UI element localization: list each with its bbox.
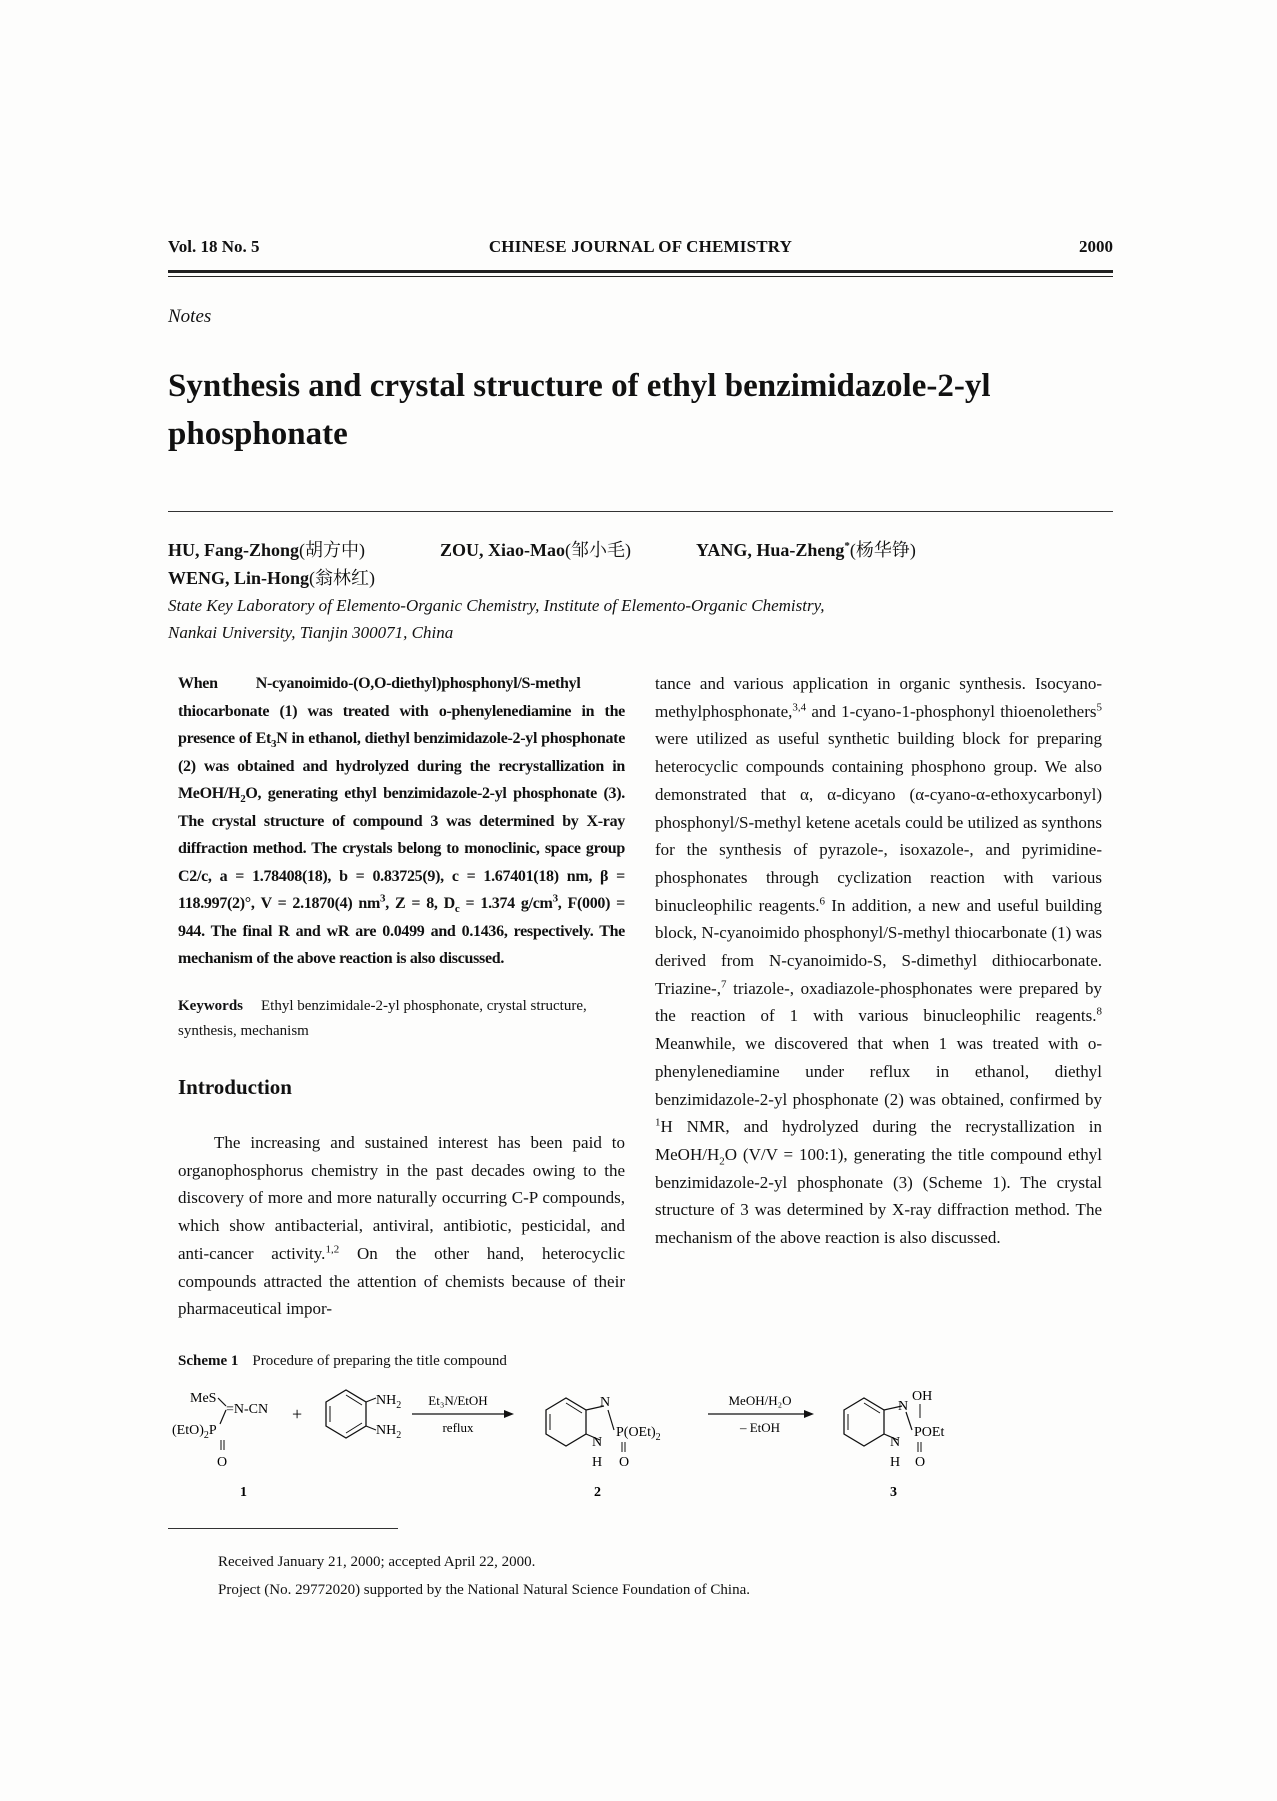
keywords-text: Ethyl benzimidale-2-yl phosphonate, crystal structure, synthesis, mechanism — [178, 998, 587, 1039]
compound-2 — [546, 1395, 661, 1470]
abstract-text: = 1.374 g/cm — [459, 895, 553, 912]
compound-3 — [844, 1389, 944, 1470]
scheme-label: Scheme 1 — [178, 1353, 239, 1369]
affiliation-line: State Key Laboratory of Elemento-Organic Chemistry, Institute of Elemento-Organic Chemistry, — [168, 596, 825, 615]
author — [168, 536, 365, 564]
volume-issue: Vol. 18 No. 5 — [168, 237, 260, 256]
subscript: 2 — [719, 1155, 725, 1168]
author — [440, 536, 631, 564]
citation: 8 — [1096, 1005, 1102, 1018]
abstract-superscript: 3 — [380, 892, 386, 905]
introduction-body — [178, 1129, 625, 1323]
solvent-label: MeOH/H₂O — [728, 1393, 792, 1408]
introduction-heading: Introduction — [178, 1075, 292, 1099]
author-chinese-name: (胡方中) — [299, 540, 366, 560]
funding-note: Project (No. 29772020) supported by the National Natural Science Foundation of China. — [218, 1582, 750, 1598]
body-text: and 1-cyano-1-phosphonyl thioenolethers — [806, 701, 1097, 721]
section-label: Notes — [168, 306, 212, 327]
ring-nitrogen: N — [890, 1435, 901, 1450]
right-column-body — [655, 670, 1102, 1252]
body-text: Meanwhile, we discovered that when 1 was treated with o-phenylenediamine under reflux in ethanol, diethyl benzimidazole-2-yl phosphonate (2) was obtained, confirmed by — [655, 1034, 1102, 1109]
corresponding-mark: * — [844, 540, 850, 552]
compound-number: 3 — [890, 1485, 897, 1500]
abstract-text: N-cyanoimido-(O,O-diethyl)phosphonyl/S-methyl thiocarbonate (1) was treated with o-phenylenediamine in the presence of Et — [178, 675, 625, 747]
author-chinese-name: (杨华铮) — [849, 540, 916, 560]
author-name: HU, Fang-Zhong — [168, 540, 300, 560]
phosphoryl-oxygen: O — [217, 1455, 228, 1470]
plus-sign: + — [292, 1404, 303, 1424]
abstract-text: , F(000) = 944. The final R and wR are 0.0499 and 0.1436, respectively. The mechanism of the above reaction is also discussed. — [178, 895, 625, 967]
body-text: were utilized as useful synthetic building block for preparing heterocyclic compounds containing phosphono group. We also demonstrated that α, α-dicyano (α-cyano-α-ethoxycarbonyl) phosphonyl/S-methyl ketene acetals could be utilized as synthons for the synthesis of pyrazole-, isoxazole-, and pyrimidine-phosphonates through cyclization reaction with various binucleophilic reagents. — [655, 729, 1102, 915]
author-name: ZOU, Xiao-Mao — [440, 540, 565, 560]
author — [168, 564, 375, 592]
nh-hydrogen: H — [592, 1455, 603, 1470]
amine-label: $NH_2$ — [376, 1423, 402, 1441]
reaction-arrow-1 — [412, 1393, 514, 1435]
scheme-caption-text: Procedure of preparing the title compound — [252, 1353, 507, 1369]
compound-number: 2 — [594, 1485, 601, 1500]
intro-text: The increasing and sustained interest has been paid to organophosphorus chemistry in the past decades owing to the discovery of more and more naturally occurring C-P compounds, which show antibacterial, antiviral, antibiotic, pesticidal, and anti-cancer activity. — [178, 1133, 625, 1263]
footnotes — [218, 1548, 750, 1604]
abstract-superscript: 3 — [552, 892, 558, 905]
ring-nitrogen: N — [592, 1435, 603, 1450]
affiliation — [168, 592, 1113, 646]
diethoxy-label: $(EtO)_2P$ — [172, 1423, 217, 1441]
body-text: H NMR, and hydrolyzed during the recrystallization in MeOH/H — [655, 1117, 1102, 1164]
author-chinese-name: (翁林红) — [309, 568, 376, 588]
compound-number: 1 — [240, 1485, 247, 1500]
amine-label: $NH_2$ — [376, 1393, 402, 1411]
header-rule — [168, 270, 1113, 273]
year: 2000 — [1079, 237, 1113, 256]
journal-name: CHINESE JOURNAL OF CHEMISTRY — [488, 237, 793, 256]
author-name: WENG, Lin-Hong — [168, 568, 310, 588]
abstract — [178, 670, 625, 973]
body-text: tance and various application in organic synthesis. Isocyano-methylphosphonate, — [655, 674, 1102, 721]
header-rule-thin — [168, 276, 1113, 277]
abstract-subscript: 3 — [271, 738, 277, 751]
citation: 6 — [819, 894, 825, 907]
o-phenylenediamine — [326, 1390, 401, 1441]
author — [696, 536, 916, 564]
nmr-superscript: 1 — [655, 1116, 661, 1129]
methylthio-label: MeS — [190, 1391, 217, 1406]
abstract-text: , Z = 8, D — [385, 895, 455, 912]
condition-label: reflux — [442, 1420, 474, 1435]
compound-1 — [172, 1391, 268, 1470]
hydroxyl-label: OH — [912, 1389, 933, 1404]
cyanoimine-label: =N-CN — [226, 1402, 269, 1417]
author-name: YANG, Hua-Zheng — [696, 540, 845, 560]
nh-hydrogen: H — [890, 1455, 901, 1470]
article-title: Synthesis and crystal structure of ethyl benzimidazole-2-yl phosphonate — [168, 368, 991, 452]
abstract-text: O, generating ethyl benzimidazole-2-yl phosphonate (3). The crystal structure of compound 3 was determined by X-ray diffraction method. The crystals belong to monoclinic, space group C2/c, a = 1.78408(18), b = 0.83725(9), c = 1.67401(18) nm, β = 118.997(2)°, V = 2.1870(4) nm — [178, 785, 625, 912]
body-text: In addition, a new and useful building block, N-cyanoimido phosphonyl/S-methyl thiocarbonate (1) was derived from N-cyanoimido-S, S-dimethyl dithiocarbonate. Triazine-, — [655, 895, 1102, 998]
phosphoryl-oxygen: O — [915, 1455, 926, 1470]
reaction-scheme — [168, 1380, 1113, 1500]
body-text: O (V/V = 100:1), generating the title compound ethyl benzimidazole-2-yl phosphonate (3) (Scheme 1). The crystal structure of 3 was determined by X-ray diffraction method. The mechanism of the above reaction is also discussed. — [655, 1144, 1102, 1248]
phosphonate-group: $P(OEt)_2$ — [616, 1425, 661, 1443]
citation: 7 — [720, 978, 727, 991]
intro-text: On the other hand, heterocyclic compounds attracted the attention of chemists because of their pharmaceutical impor- — [178, 1243, 626, 1319]
phosphoryl-oxygen: O — [619, 1455, 630, 1470]
abstract-subscript: 2 — [240, 793, 246, 806]
abstract-text: N in ethanol, diethyl benzimidazole-2-yl phosphonate (2) was obtained and hydrolyzed during the recrystallization in MeOH/H — [178, 730, 625, 802]
ring-nitrogen: N — [898, 1399, 909, 1414]
citation: 1,2 — [325, 1243, 340, 1256]
reaction-arrow-2 — [708, 1393, 814, 1435]
reagent-label: Et₃N/EtOH — [428, 1393, 488, 1408]
citation: 5 — [1096, 701, 1102, 714]
received-note: Received January 21, 2000; accepted April 22, 2000. — [218, 1554, 536, 1570]
footnote-rule — [168, 1528, 398, 1529]
elimination-label: – EtOH — [739, 1420, 781, 1435]
running-header — [168, 233, 1113, 263]
title-rule — [168, 511, 1113, 512]
abstract-lead: When — [178, 675, 218, 692]
citation: 3,4 — [792, 701, 807, 714]
author-chinese-name: (邹小毛) — [565, 540, 631, 560]
keywords — [178, 994, 625, 1044]
abstract-subscript: c — [454, 903, 460, 916]
scheme-caption — [178, 1353, 507, 1370]
affiliation-line: Nankai University, Tianjin 300071, China — [168, 623, 454, 642]
ring-nitrogen: N — [600, 1395, 611, 1410]
keywords-label: Keywords — [178, 998, 243, 1014]
ethoxyphosphonyl-label: POEt — [914, 1425, 945, 1440]
body-text: triazole-, oxadiazole-phosphonates were prepared by the reaction of 1 with various binucleophilic reagents. — [655, 978, 1102, 1026]
